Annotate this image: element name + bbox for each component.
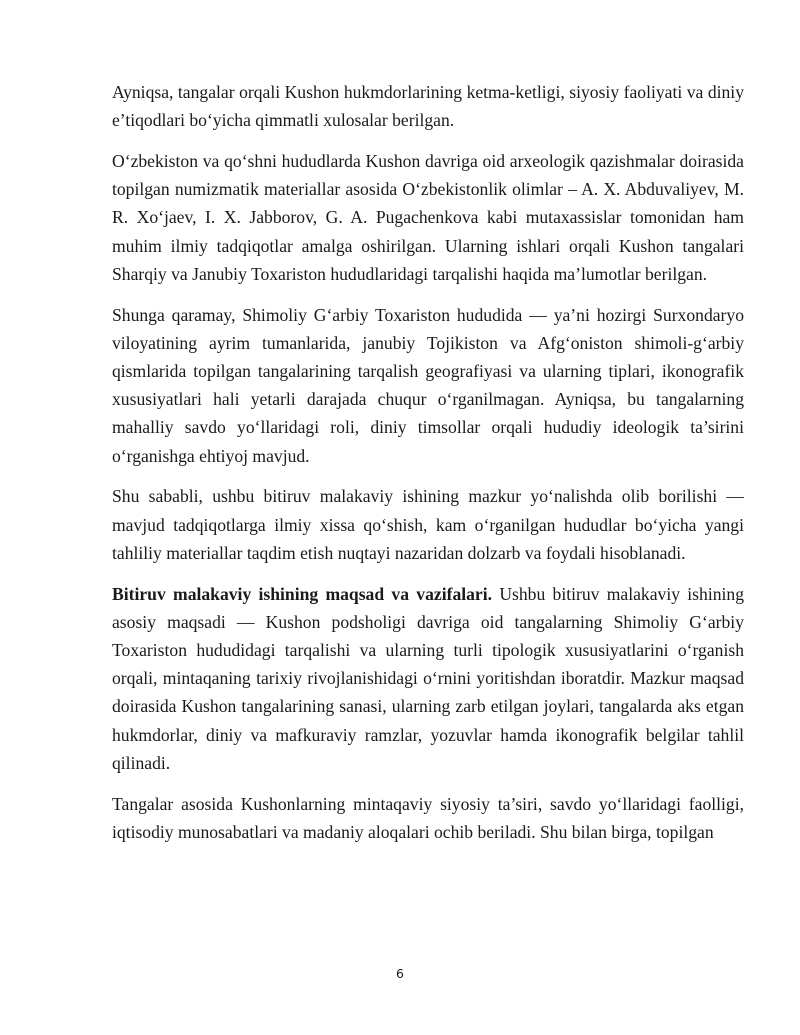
paragraph-2 (112, 147, 744, 288)
paragraph-2-text: O‘zbekiston va qo‘shni hududlarda Kushon davriga oid arxeologik qazishmalar doirasida topilgan numizmatik materiallar asosida O‘zbekistonlik olimlar – A. X. Abduvaliyev, M. R. Xo‘jaev, I. X. Jabborov, G. A. Pugachenkova kabi mutaxassislar tomonidan ham muhim ilmiy tadqiqotlar amalga oshirilgan. Ularning ishlari orqali Kushon tangalari Sharqiy va Janubiy Toxariston hududlaridagi tarqalishi haqida ma’lumotlar berilgan. (112, 151, 744, 284)
paragraph-6 (112, 790, 744, 846)
paragraph-4 (112, 482, 744, 567)
paragraph-1 (112, 78, 744, 134)
paragraph-6-text: Tangalar asosida Kushonlarning mintaqaviy siyosiy ta’siri, savdo yo‘llaridagi faolligi, iqtisodiy munosabatlari va madaniy aloqalari ochib beriladi. Shu bilan birga, topilgan (112, 793, 744, 842)
page-number: 6 (396, 966, 404, 981)
paragraph-3-text: Shunga qaramay, Shimoliy G‘arbiy Toxariston hududida — ya’ni hozirgi Surxondaryo viloyatining ayrim tumanlarida, janubiy Tojikiston va Afg‘oniston shimoli-g‘arbiy qismlarida topilgan tangalarining tarqalish geografiyasi va ularning tiplari, ikonografik xususiyatlari hali yetarli darajada chuqur o‘rganilmagan. Ayniqsa, bu tangalarning mahalliy savdo yo‘llaridagi roli, diniy timsollar orqali hududiy ideologik ta’sirini o‘rganishga ehtiyoj mavjud. (112, 304, 744, 466)
paragraph-3 (112, 301, 744, 470)
page-body (112, 78, 744, 859)
section-heading-inline: Bitiruv malakaviy ishining maqsad va vazifalari. (112, 583, 493, 604)
paragraph-1-text: Ayniqsa, tangalar orqali Kushon hukmdorlarining ketma-ketligi, siyosiy faoliyati va diniy e’tiqodlari bo‘yicha qimmatli xulosalar berilgan. (112, 82, 744, 131)
paragraph-5-text: Ushbu bitiruv malakaviy ishining asosiy maqsadi — Kushon podsholigi davriga oid tangalarning Shimoliy G‘arbiy Toxariston hududidagi tarqalishi va ularning turli tipologik xususiyatlarini o‘rganish orqali, mintaqaning tarixiy rivojlanishidagi o‘rnini yoritishdan iboratdir. Mazkur maqsad doirasida Kushon tangalarining sanasi, ularning zarb etilgan joylari, tangalarda aks etgan hukmdorlar, diniy va mafkuraviy ramzlar, yozuvlar hamda ikonografik belgilar tahlil qilinadi. (112, 583, 744, 773)
paragraph-5 (112, 580, 744, 777)
paragraph-4-text: Shu sababli, ushbu bitiruv malakaviy ishining mazkur yo‘nalishda olib borilishi — mavjud tadqiqotlarga ilmiy xissa qo‘shish, kam o‘rganilgan hududlar bo‘yicha yangi tahliliy materiallar taqdim etish nuqtayi nazaridan dolzarb va foydali hisoblanadi. (112, 486, 744, 563)
